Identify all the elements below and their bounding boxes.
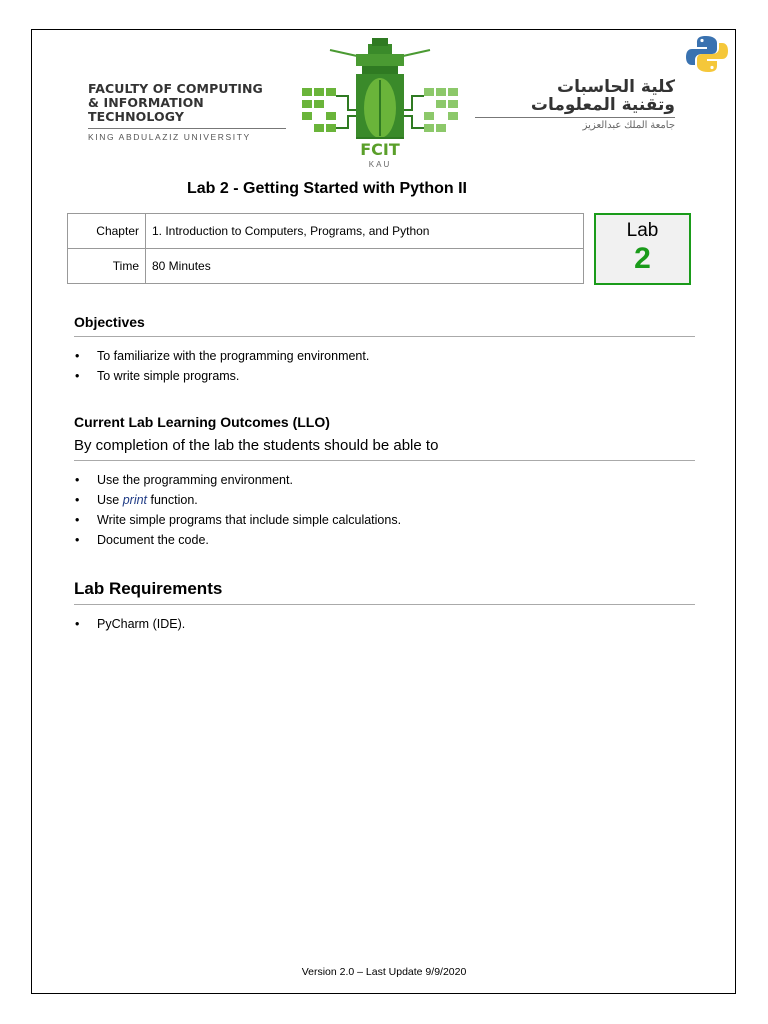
list-item: • To write simple programs. <box>75 369 240 383</box>
lab-label: Lab <box>626 220 659 241</box>
python-logo-icon <box>685 34 729 74</box>
llo-text-suffix: function. <box>147 493 198 507</box>
table-value-time: 80 Minutes <box>146 249 584 284</box>
requirements-heading: Lab Requirements <box>74 579 223 598</box>
faculty-name-line2: & INFORMATION TECHNOLOGY <box>88 95 204 124</box>
arabic-logo-divider <box>475 117 675 118</box>
table-key-time: Time <box>68 249 146 284</box>
objective-text: To write simple programs. <box>97 369 240 383</box>
llo-rule <box>74 460 695 461</box>
lab-number-box <box>594 213 691 285</box>
objectives-heading: Objectives <box>74 314 145 330</box>
document-title: Lab 2 - Getting Started with Python II <box>186 180 467 197</box>
lab-info-table <box>67 213 584 284</box>
objectives-list <box>74 346 369 386</box>
table-value-chapter: 1. Introduction to Computers, Programs, and Python <box>146 214 584 249</box>
footer-version: Version 2.0 – Last Update 9/9/2020 <box>301 966 467 978</box>
faculty-name-line1: FACULTY OF COMPUTING <box>88 81 263 96</box>
list-item: • PyCharm (IDE). <box>75 617 186 631</box>
logo-divider <box>88 128 286 129</box>
emblem-fcit-label: FCIT <box>360 140 400 159</box>
list-item: • Document the code. <box>75 533 209 547</box>
table-row <box>68 214 584 249</box>
llo-list <box>74 470 401 550</box>
arabic-name-line1: كلية الحاسبات <box>557 77 675 97</box>
table-key-chapter: Chapter <box>68 214 146 249</box>
list-item: • Write simple programs that include simple calculations. <box>75 513 402 527</box>
requirements-list <box>74 614 185 634</box>
list-item: • Use print function. <box>75 493 198 507</box>
list-item: • Use the programming environment. <box>75 473 293 487</box>
arabic-university-name: جامعة الملك عبدالعزيز <box>582 120 675 131</box>
requirements-rule <box>74 604 695 605</box>
llo-text: Write simple programs that include simple calculations. <box>97 513 402 527</box>
emblem-kau-label: KAU <box>368 160 392 169</box>
faculty-logo-english <box>88 82 288 142</box>
llo-text-prefix: Use <box>97 493 123 507</box>
llo-text: Use the programming environment. <box>97 473 293 487</box>
llo-subtitle: By completion of the lab the students should be able to <box>74 437 439 454</box>
print-keyword: print <box>122 493 148 507</box>
table-row <box>68 249 584 284</box>
faculty-logo-arabic <box>465 78 675 132</box>
arabic-name-line2: وتقنية المعلومات <box>530 95 675 115</box>
lab-number: 2 <box>634 242 651 275</box>
university-name: KING ABDULAZIZ UNIVERSITY <box>88 132 251 142</box>
objective-text: To familiarize with the programming environment. <box>97 349 370 363</box>
list-item: • To familiarize with the programming environment. <box>75 349 370 363</box>
llo-text: Document the code. <box>97 533 209 547</box>
requirement-text: PyCharm (IDE). <box>97 617 186 631</box>
objectives-rule <box>74 336 695 337</box>
llo-heading: Current Lab Learning Outcomes (LLO) <box>74 414 330 430</box>
